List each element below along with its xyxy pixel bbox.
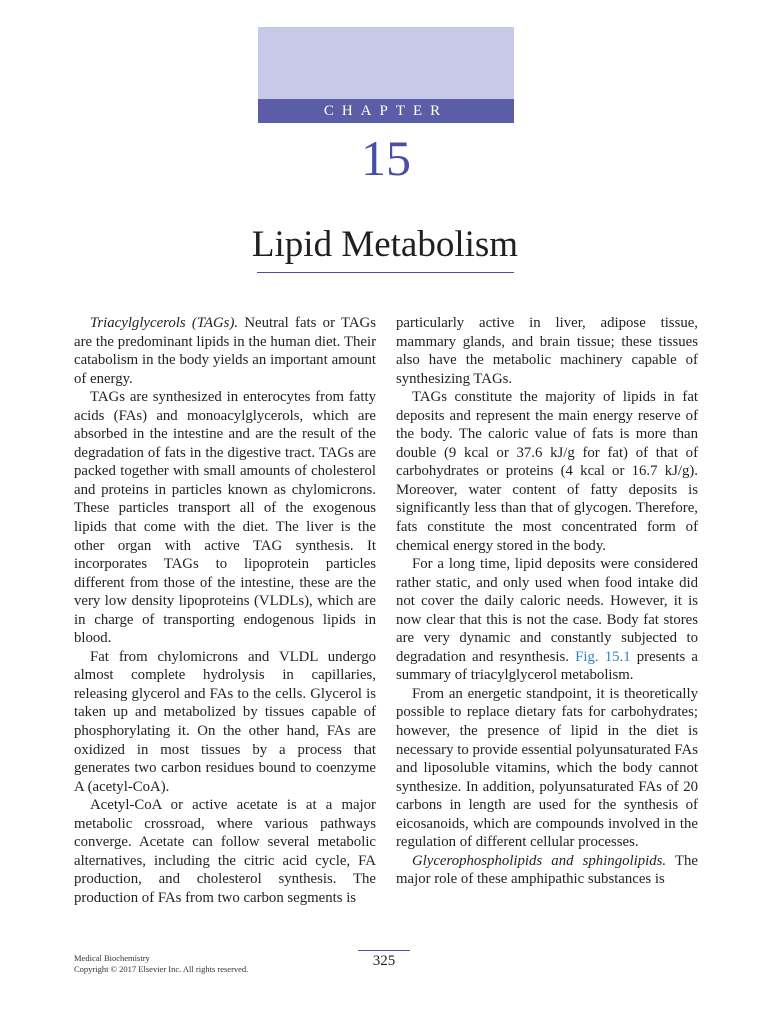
paragraph: From an energetic standpoint, it is theoretically possible to replace dietary fats for carbohydrates; however, the presence of lipid in the diet is necessary to provide essential polyunsaturated FAs and liposoluble vitamins, which the body cannot synthesize. In addition, polyunsaturated FAs of 20 carbons in length are used for the synthesis of eicosanoids, which are compounds involved in the regulation of different cellular processes. (396, 685, 698, 851)
chapter-title: Lipid Metabolism (251, 224, 519, 265)
copyright-notice: Copyright © 2017 Elsevier Inc. All rights reserved. (74, 964, 249, 974)
chapter-label: CHAPTER (258, 99, 514, 123)
right-column (396, 314, 698, 889)
page-number-rule (358, 950, 410, 951)
paragraph-text: The major role of these amphipathic substances is (396, 852, 698, 888)
paragraph: TAGs constitute the majority of lipids in fat deposits and represent the main energy reserve of the body. The caloric value of fats is more than double (9 kcal or 37.6 kJ/g for fat) of that of carbohydrates or proteins (4 kcal or 16.7 kJ/g). Moreover, water content of fatty deposits is significantly less than that of glycogen. Therefore, fats constitute the most concentrated form of chemical energy stored in the body. (396, 389, 698, 554)
page-number: 325 (372, 953, 396, 969)
chapter-number: 15 (361, 130, 411, 186)
title-underline (257, 272, 514, 273)
figure-reference-link[interactable]: Fig. 15.1 (575, 648, 631, 665)
paragraph (74, 314, 376, 388)
paragraph: Fat from chylomicrons and VLDL undergo almost complete hydrolysis in capillaries, releasing glycerol and FAs to the cells. Glycerol is taken up and metabolized by tissues capable of phosphorylating it. On the other hand, FAs are oxidized in most tissues by a process that generates two carbon residues bound to coenzyme A (acetyl-CoA). (74, 648, 376, 795)
paragraph-text: Neutral fats or TAGs are the predominant lipids in the human diet. Their catabolism in the body yields an important amount of energy. (74, 315, 377, 387)
paragraph-text: presents a summary of triacylglycerol metabolism. (396, 648, 698, 684)
paragraph: TAGs are synthesized in enterocytes from fatty acids (FAs) and monoacylglycerols, which are absorbed in the intestine and are the result of the degradation of fats in the digestive tract. TAGs are packed together with small amounts of cholesterol and proteins in particles known as chylomicrons. These particles transport all of the exogenous lipids that come with the diet. The liver is the other organ with active TAG synthesis. It incorporates TAGs to lipoprotein particles different from those of the intestine, these are the very low density lipoproteins (VLDLs), which are in charge of transporting endogenous lipids in blood. (74, 389, 376, 647)
section-lead: Triacylglycerols (TAGs). (90, 315, 239, 331)
paragraph (396, 852, 698, 889)
paragraph: Acetyl-CoA or active acetate is at a major metabolic crossroad, where various pathways converge. Acetate can follow several metabolic alternatives, including the citric acid cycle, FA production, and cholesterol synthesis. The production of FAs from two carbon segments is (74, 797, 376, 906)
footer-credits (74, 953, 248, 975)
section-lead: Glycerophospholipids and sphingolipids. (412, 852, 667, 869)
paragraph-text: For a long time, lipid deposits were considered rather static, and only used when food intake did not cover the daily caloric needs. However, it is now clear that this is not the case. Body fat stores are very dynamic and constantly subjected to degradation and resynthesis. (396, 556, 698, 665)
left-column (74, 314, 376, 908)
chapter-header-box (258, 27, 514, 123)
paragraph (396, 555, 698, 685)
paragraph: particularly active in liver, adipose tissue, mammary glands, and brain tissue; these tissues also have the metabolic machinery capable of synthesizing TAGs. (396, 315, 698, 387)
book-title: Medical Biochemistry (74, 953, 150, 963)
